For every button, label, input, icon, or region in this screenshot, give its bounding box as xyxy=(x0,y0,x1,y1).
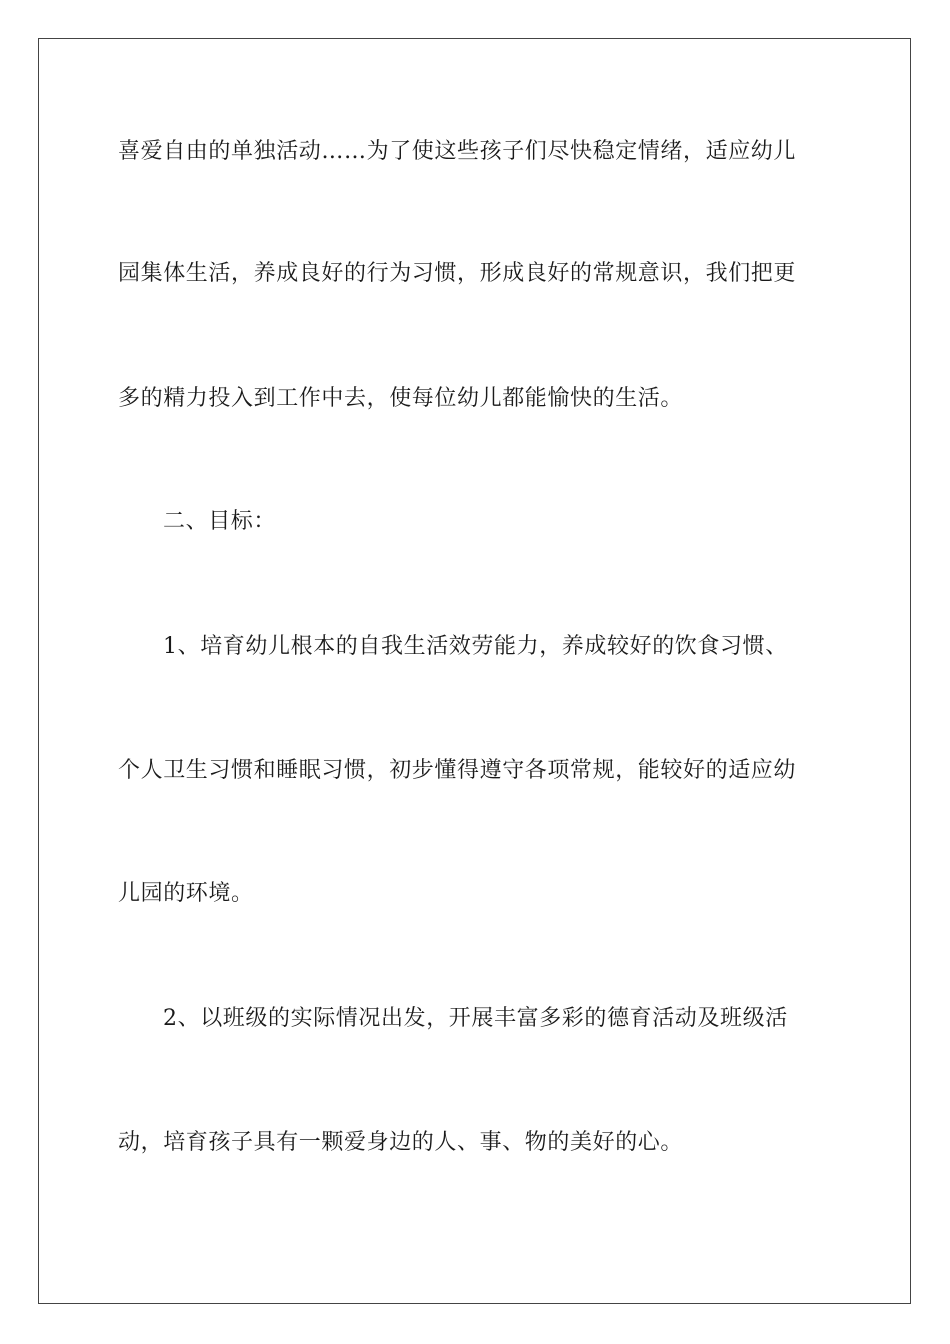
list-item-line: 2、以班级的实际情况出发，开展丰富多彩的德育活动及班级活 xyxy=(163,1006,788,1031)
list-item-line: 儿园的环境。 xyxy=(118,881,254,906)
list-item-line: 个人卫生习惯和睡眠习惯，初步懂得遵守各项常规，能较好的适应幼 xyxy=(118,758,797,783)
list-item-line: 1、培育幼儿根本的自我生活效劳能力，养成较好的饮食习惯、 xyxy=(163,634,788,659)
paragraph-line: 喜爱自由的单独活动……为了使这些孩子们尽快稳定情绪，适应幼儿 xyxy=(118,139,797,164)
page-frame xyxy=(38,38,911,1304)
list-item-line: 动，培育孩子具有一颗爱身边的人、事、物的美好的心。 xyxy=(118,1130,684,1155)
section-heading: 二、目标： xyxy=(163,509,277,534)
paragraph-line: 园集体生活，养成良好的行为习惯，形成良好的常规意识，我们把更 xyxy=(118,261,797,286)
paragraph-line: 多的精力投入到工作中去，使每位幼儿都能愉快的生活。 xyxy=(118,386,684,411)
